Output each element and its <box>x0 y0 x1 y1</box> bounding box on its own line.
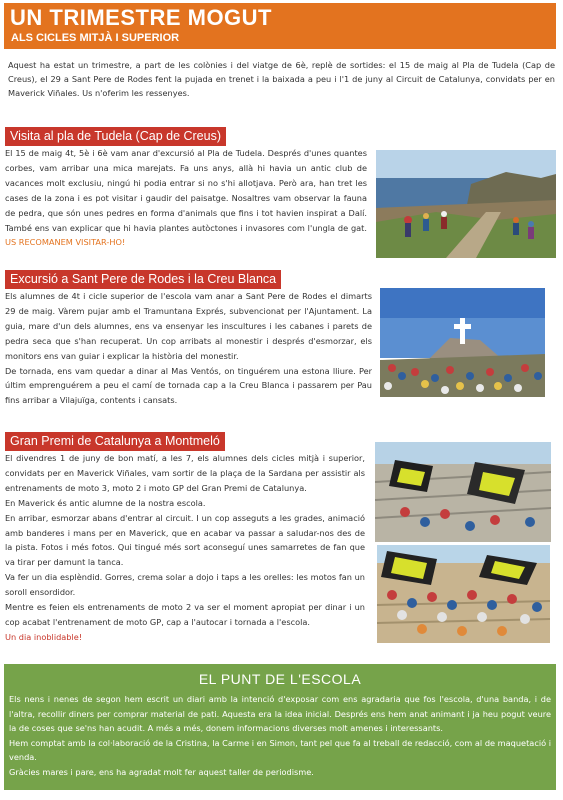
intro-paragraph: Aquest ha estat un trimestre, a part de les colònies i del viatge de 6è, replè de sortides: el 15 de maig al Pla de Tudela (Cap de Creus), el 29 a Sant Pere de Rodes fent la pujada en trenet i la baixada a peu i l'1 de juny al Circuit de Catalunya, convidats per en Maverick Viñales. Us n'oferim les ressenyes. <box>8 60 555 98</box>
school-corner-box <box>4 664 556 790</box>
paragraph-text: El 15 de maig 4t, 5è i 6è vam anar d'excursió al Pla de Tudela. Després d'unes quantes corbes, vam arribar una mica marejats. Fa uns anys, allà hi havia un antic club de vacances molt exclusiu, ningú hi podia entrar si no s'hi allotjava. Però ara, han tret les cases de la zona i es pot visitar i gaudir del paisatge. Nosaltres vam observar la fauna de pedra, que són unes pedres en forma d'animals que fins i tot havien inspirat a Dalí. També ens van explicar que hi havia plantes autòctones i invasores com l'ungla de gat. <box>5 148 367 233</box>
paragraph: Hem comptat amb la col·laboració de la Cristina, la Carme i en Simon, tant pel que fa al treball de redacció, com al de maquetació i venda. <box>9 737 551 763</box>
paragraph: En arribar, esmorzar abans d'entrar al circuit. I un cop asseguts a les grades, animació amb banderes i mans per en Maverick, que en acabar va passar a saludar-nos des de la pista. Fotos i més fotos. Qui tingué més sort aconseguí unes samarretes de fan que va tirar per damunt la tanca. <box>5 512 365 568</box>
school-corner-title: EL PUNT DE L'ESCOLA <box>198 671 362 687</box>
grandstand-crowd-photo <box>377 545 550 643</box>
section-body-sant-pere <box>5 289 372 408</box>
paragraph: De tornada, ens vam quedar a dinar al Mas Ventós, on tinguérem una estona lliure. Per últim emprenguérem a peu el camí de tornada cap a la Creu Blanca i passarem per Pau fins arribar a Vilajuïga, contents i cansats. <box>5 365 372 406</box>
paragraph: Els alumnes de 4t i cicle superior de l'escola vam anar a Sant Pere de Rodes el dimarts 29 de maig. Vàrem pujar amb el Tramuntana Exprés, subvencionat per l'Ajuntament. La guia, mare d'un dels alumnes, ens va ensenyar les inscultures i les cabanes i parets de pedra seca que s'han recuperat. Un cop arribats al monestir i després d'esmorzar, els monitors ens van guiar i explicar la història del monestir. <box>5 291 372 361</box>
highlight-text: US RECOMANEM VISITAR-HO! <box>5 237 126 248</box>
white-cross-group-photo <box>380 288 545 397</box>
grandstand-flags-photo <box>375 442 551 542</box>
section-title-tudela: Visita al pla de Tudela (Cap de Creus) <box>5 127 226 146</box>
school-corner-body <box>9 692 551 780</box>
page-title: UN TRIMESTRE MOGUT <box>10 5 272 30</box>
section-body-montmelo <box>5 451 365 645</box>
section-title-montmelo: Gran Premi de Catalunya a Montmeló <box>5 432 225 451</box>
paragraph: Mentre es feien els entrenaments de moto 2 va ser el moment apropiat per dinar i un cop acabat l'entrenament de moto GP, cap a l'autocar i tornada a l'escola. <box>5 602 365 627</box>
section-title-sant-pere: Excursió a Sant Pere de Rodes i la Creu Blanca <box>5 270 281 289</box>
paragraph: En Maverick és antic alumne de la nostra escola. <box>5 497 206 508</box>
page-header <box>4 3 556 49</box>
paragraph <box>5 146 367 250</box>
closing-text: Un dia inoblidable! <box>5 631 83 642</box>
paragraph: Els nens i nenes de segon hem escrit un diari amb la intenció d'exposar com ens agradaria que fos l'escola, d'una banda, i de l'altra, recollir diners per comprar material de pati. Aquesta era la idea inicial. Després ens hem anat animant i ja heu pogut veure la de coses que se'ns han acudit. A més a més, donem informacions diverses molt amenes i interessants. <box>9 694 551 734</box>
paragraph: El divendres 1 de juny de bon matí, a les 7, els alumnes dels cicles mitjà i superior, convidats per en Maverick Viñales, vam sortir de la plaça de la Sardana per assistir als entrenaments de moto 3, moto 2 i moto GP del Gran Premi de Catalunya. <box>5 453 365 493</box>
coastal-landscape-photo <box>376 150 556 258</box>
section-body-tudela <box>5 146 367 250</box>
paragraph: Va fer un dia esplèndid. Gorres, crema solar a dojo i taps a les orelles: les motos fan un soroll ensordidor. <box>5 572 365 598</box>
page-subtitle: ALS CICLES MITJÀ I SUPERIOR <box>11 32 180 44</box>
paragraph: Gràcies mares i pare, ens ha agradat molt fer aquest taller de periodisme. <box>9 766 314 777</box>
